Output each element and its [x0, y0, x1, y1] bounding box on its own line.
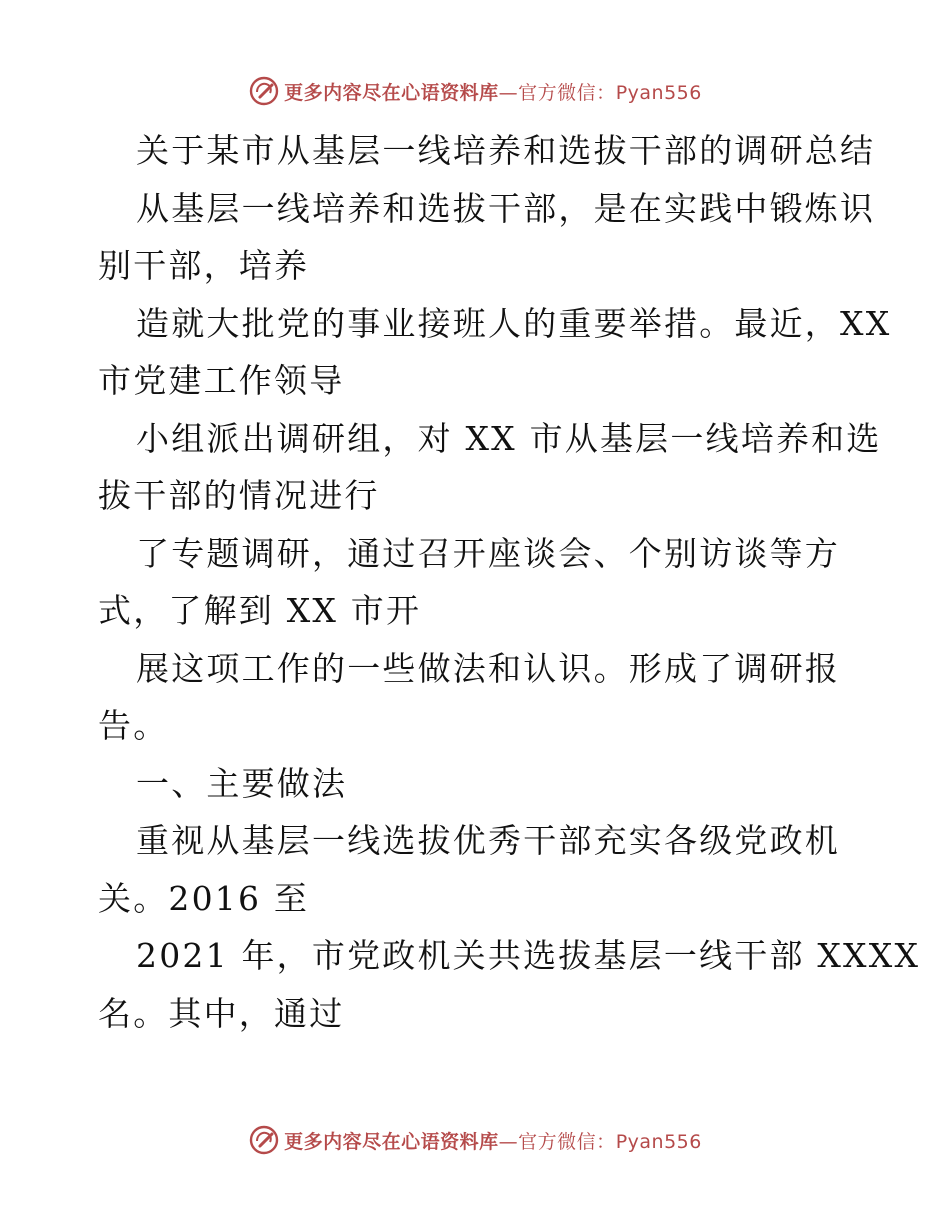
watermark-header: [0, 74, 950, 108]
document-line: 告。: [98, 706, 169, 745]
watermark-main-text: 更多内容尽在心语资料库: [284, 81, 499, 104]
document-body: [98, 122, 921, 1042]
document-line: 造就大批党的事业接班人的重要举措。最近，XX: [136, 303, 892, 343]
document-line: 小组派出调研组，对 XX 市从基层一线培养和选: [136, 418, 882, 458]
watermark-wechat-id: Pyan556: [615, 81, 702, 104]
watermark-dash: —: [498, 81, 519, 104]
document-line: 展这项工作的一些做法和认识。形成了调研报: [136, 648, 840, 688]
document-line: 别干部，培养: [98, 246, 310, 285]
document-line: 重视从基层一线选拔优秀干部充实各级党政机: [136, 821, 840, 860]
watermark-sub-text: 官方微信：: [518, 81, 616, 104]
document-line: 2021 年，市党政机关共选拔基层一线干部 XXXX: [136, 936, 921, 975]
watermark-footer: [0, 1123, 950, 1157]
brain-pen-logo-icon: [248, 75, 280, 107]
document-line: 了专题调研，通过召开座谈会、个别访谈等方: [136, 533, 840, 573]
document-line: 市党建工作领导: [98, 361, 345, 400]
watermark-main-text: 更多内容尽在心语资料库: [284, 1130, 499, 1153]
document-line: 关。2016 至: [98, 878, 310, 918]
brain-pen-logo-icon: [248, 1124, 280, 1156]
watermark-dash: —: [498, 1130, 519, 1153]
document-line: 从基层一线培养和选拔干部，是在实践中锻炼识: [136, 188, 876, 228]
document-line: 名。其中，通过: [98, 993, 345, 1033]
document-line: 式，了解到 XX 市开: [98, 591, 422, 630]
watermark-wechat-id: Pyan556: [615, 1130, 702, 1153]
document-line: 关于某市从基层一线培养和选拔干部的调研总结: [136, 131, 876, 170]
document-line: 拔干部的情况进行: [98, 476, 380, 515]
watermark-sub-text: 官方微信：: [518, 1130, 616, 1153]
document-line: 一、主要做法: [136, 763, 348, 803]
